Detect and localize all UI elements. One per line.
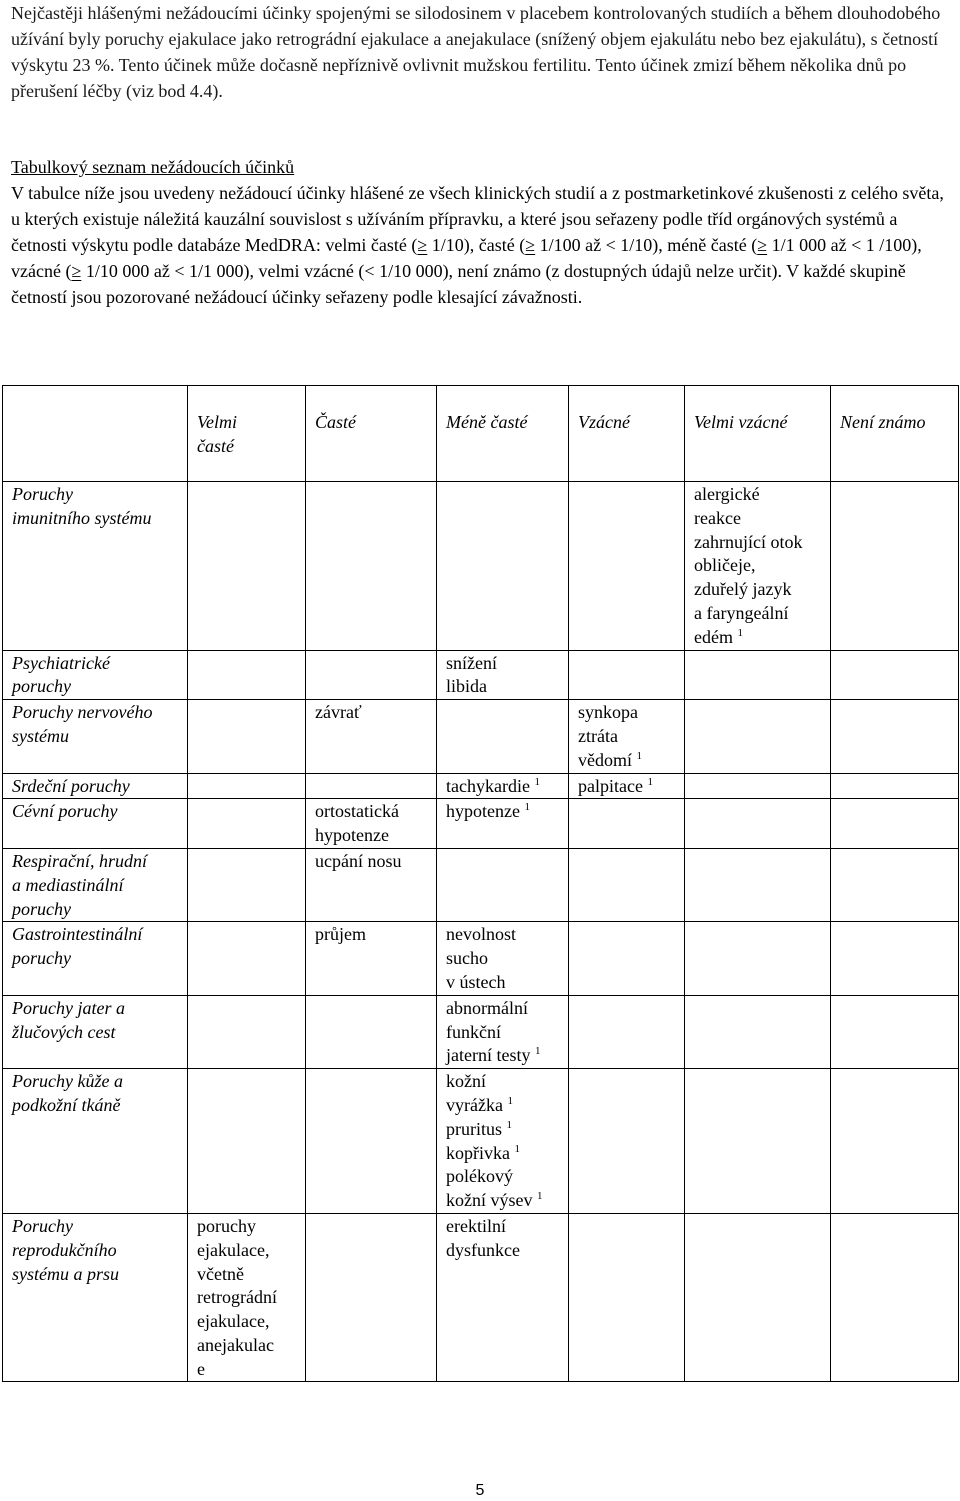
adverse-effect-text [315,824,436,848]
cell-common [306,773,437,799]
table-intro-text: V tabulce níže jsou uvedeny nežádoucí účinky hlášené ze všech klinických studií a z postmarketinkové zkušenosti z celého světa, u kterých existuje náležitá kauzální souvislost s užíváním přípravku, a které jsou seřazeny podle tříd orgánových systémů a četnosti výskytu podle databáze MedDRA: velmi časté ( [11,183,944,255]
cell-common [306,1213,437,1382]
table-body [3,482,959,1382]
cell-text: dysfunkce [446,1239,520,1260]
table-intro-text: 1/100 až < 1/10), méně časté ( [535,235,758,255]
footnote-marker: 1 [636,749,642,762]
cell-soc [3,1213,188,1382]
cell-text: a mediastinální [12,874,124,895]
adverse-effect-text [446,1044,568,1068]
footnote-marker: 1 [524,801,530,814]
cell-text: abnormální [446,997,528,1018]
cell-uncommon [437,799,569,849]
adverse-effect-text [446,1094,568,1118]
adverse-effect-text [446,652,568,676]
footnote-marker: 1 [737,626,743,639]
cell-very-common [188,482,306,651]
cell-text: vyrážka [446,1094,503,1115]
adverse-effect-text [197,1286,305,1310]
cell-text: ztráta [578,725,618,746]
adverse-effect-text [446,1215,568,1239]
table-row [3,700,959,773]
table-row [3,848,959,921]
organ-system-label [12,850,187,874]
adverse-effect-text [315,923,436,947]
organ-system-label [12,1239,187,1263]
cell-text: retrográdní [197,1287,277,1308]
cell-very-rare [685,700,831,773]
cell-rare [569,995,685,1068]
cell-text: erektilní [446,1215,506,1236]
cell-text: reprodukčního [12,1239,117,1260]
cell-soc [3,995,188,1068]
adverse-effect-text [446,1070,568,1094]
cell-uncommon [437,700,569,773]
table-intro-text: 1/1 000 až < 1 /100), vzácné ( [11,235,922,281]
cell-text: systému [12,725,69,746]
cell-very-common [188,995,306,1068]
cell-uncommon [437,1213,569,1382]
cell-text: hypotenze [446,801,520,822]
cell-text: žlučových cest [12,1021,116,1042]
header-very-common [188,386,306,482]
adverse-effects-table [2,385,959,1382]
table-header-row [3,386,959,482]
cell-text: hypotenze [315,825,389,846]
table-row [3,482,959,651]
organ-system-label [12,874,187,898]
cell-text: anejakulac [197,1334,274,1355]
cell-very-common [188,773,306,799]
table-intro-text: 1/10), časté ( [427,235,526,255]
adverse-effect-text [446,923,568,947]
cell-very-rare [685,799,831,849]
organ-system-label [12,997,187,1021]
cell-unknown [831,650,959,700]
cell-text: poruchy [12,676,71,697]
cell-text: jaterní testy [446,1045,531,1066]
cell-soc [3,1069,188,1214]
organ-system-label [12,1215,187,1239]
adverse-effect-text [446,1142,568,1166]
adverse-effect-text [315,800,436,824]
cell-common [306,1069,437,1214]
cell-soc [3,482,188,651]
header-unknown: Není známo [831,386,959,482]
cell-text: alergické [694,484,760,504]
cell-unknown [831,700,959,773]
adverse-effect-text [197,1334,305,1358]
adverse-effect-text [197,1310,305,1334]
cell-uncommon [437,848,569,921]
footnote-marker: 1 [514,1142,520,1155]
cell-text: palpitace [578,775,643,796]
adverse-effect-text [446,675,568,699]
adverse-effect-text [578,725,684,749]
organ-system-label [12,947,187,971]
cell-very-rare [685,482,831,651]
organ-system-label [12,1263,187,1287]
cell-soc [3,773,188,799]
cell-very-common [188,1069,306,1214]
cell-text: vědomí [578,749,632,770]
table-row [3,995,959,1068]
cell-uncommon [437,922,569,995]
cell-very-rare [685,1069,831,1214]
organ-system-label [12,775,187,799]
cell-uncommon [437,482,569,651]
cell-text: kopřivka [446,1142,510,1163]
cell-soc [3,848,188,921]
cell-unknown [831,482,959,651]
cell-text: e [197,1358,205,1379]
cell-text: Gastrointestinální [12,924,143,945]
cell-text: poruchy [12,948,71,969]
cell-unknown [831,799,959,849]
cell-text: zahrnující otok [694,531,803,552]
cell-text: ejakulace, [197,1239,270,1260]
table-row [3,1069,959,1214]
cell-very-common [188,650,306,700]
organ-system-label [12,483,187,507]
adverse-effect-text [446,971,568,995]
adverse-effect-text [197,1239,305,1263]
cell-rare [569,773,685,799]
organ-system-label [12,1070,187,1094]
adverse-effect-text [446,800,568,824]
cell-text: Srdeční poruchy [12,775,130,796]
table-intro-text: 1/10 000 až < 1/1 000), velmi vzácné (< 1/10 000), není známo (z dostupných údajů nelze určit). V každé skupině četností jsou pozorované nežádoucí účinky seřazeny podle klesající závažnosti. [11,261,906,307]
cell-text: snížení [446,652,497,673]
cell-rare [569,848,685,921]
organ-system-label [12,725,187,749]
header-line: Velmi [197,412,237,432]
cell-text: imunitního systému [12,507,152,528]
cell-very-rare [685,995,831,1068]
header-common: Časté [306,386,437,482]
cell-text: poruchy [197,1215,256,1236]
cell-very-common [188,922,306,995]
adverse-effect-text [694,507,830,531]
cell-rare [569,482,685,651]
cell-text: ucpání nosu [315,850,402,871]
adverse-effect-text [694,578,830,602]
organ-system-label [12,898,187,922]
adverse-effect-text [446,775,568,799]
adverse-effect-text [315,850,436,874]
adverse-effect-text [694,602,830,626]
cell-soc [3,650,188,700]
cell-very-common [188,848,306,921]
cell-text: pruritus [446,1118,502,1139]
cell-uncommon [437,773,569,799]
cell-unknown [831,995,959,1068]
gte-symbol: ≥ [525,235,536,255]
cell-text: kožní [446,1071,486,1092]
footnote-marker: 1 [506,1118,512,1131]
section-title: Tabulkový seznam nežádoucích účinků [11,157,295,177]
cell-common [306,848,437,921]
cell-text: poruchy [12,898,71,919]
cell-very-rare [685,1213,831,1382]
cell-very-rare [685,848,831,921]
cell-text: v ústech [446,971,506,992]
cell-very-common [188,799,306,849]
cell-text: funkční [446,1021,501,1042]
adverse-effect-text [446,1189,568,1213]
adverse-effect-text [446,947,568,971]
adverse-effect-text [694,554,830,578]
cell-text: včetně [197,1263,244,1284]
cell-rare [569,650,685,700]
cell-text: průjem [315,924,366,945]
cell-uncommon [437,1069,569,1214]
cell-soc [3,922,188,995]
cell-text: ejakulace, [197,1311,270,1332]
section-heading [11,154,951,180]
cell-text: tachykardie [446,775,530,796]
cell-text: Psychiatrické [12,652,110,673]
table-row [3,922,959,995]
header-soc [3,386,188,482]
cell-text: podkožní tkáně [12,1094,121,1115]
cell-text: polékový [446,1166,513,1187]
cell-text: Poruchy [12,484,73,504]
footnote-marker: 1 [536,1190,543,1203]
cell-text: Respirační, hrudní [12,850,147,871]
header-uncommon: Méně časté [437,386,569,482]
cell-text: edém [694,626,733,647]
organ-system-label [12,701,187,725]
cell-text: libida [446,676,487,697]
header-very-rare: Velmi vzácné [685,386,831,482]
cell-text: sucho [446,948,488,969]
adverse-effect-text [197,1358,305,1382]
cell-rare [569,922,685,995]
gte-symbol: ≥ [417,235,428,255]
cell-rare [569,1069,685,1214]
cell-unknown [831,1213,959,1382]
cell-text: Cévní poruchy [12,801,118,822]
header-line: časté [197,435,234,456]
adverse-effect-text [694,531,830,555]
footnote-marker: 1 [534,775,540,788]
footnote-marker: 1 [647,775,653,788]
cell-very-rare [685,922,831,995]
cell-very-common [188,700,306,773]
adverse-effect-text [578,749,684,773]
cell-rare [569,799,685,849]
cell-rare [569,700,685,773]
adverse-effect-text [446,1118,568,1142]
cell-text: systému a prsu [12,1263,119,1284]
cell-very-common [188,1213,306,1382]
cell-very-rare [685,650,831,700]
adverse-effect-text [197,1215,305,1239]
adverse-effect-text [315,701,436,725]
header-rare: Vzácné [569,386,685,482]
table-row [3,1213,959,1382]
cell-unknown [831,848,959,921]
footnote-marker: 1 [534,1045,541,1058]
footnote-marker: 1 [507,1094,513,1107]
organ-system-label [12,1094,187,1118]
cell-unknown [831,1069,959,1214]
organ-system-label [12,800,187,824]
cell-very-rare [685,773,831,799]
organ-system-label [12,652,187,676]
organ-system-label [12,507,187,531]
organ-system-label [12,1021,187,1045]
organ-system-label [12,675,187,699]
cell-uncommon [437,650,569,700]
cell-common [306,995,437,1068]
table-row [3,799,959,849]
cell-text: kožní výsev [446,1190,533,1211]
cell-uncommon [437,995,569,1068]
cell-text: nevolnost [446,924,516,945]
organ-system-label [12,923,187,947]
cell-text: synkopa [578,702,638,723]
adverse-effect-text [446,1239,568,1263]
adverse-effect-text [694,483,830,507]
table-row [3,773,959,799]
cell-common [306,482,437,651]
cell-text: závrať [315,702,362,723]
cell-text: zduřelý jazyk [694,579,792,600]
cell-text: obličeje, [694,555,756,576]
adverse-effect-text [446,1165,568,1189]
adverse-effect-text [197,1263,305,1287]
cell-rare [569,1213,685,1382]
cell-text: Poruchy jater a [12,997,125,1018]
cell-text: reakce [694,507,741,528]
cell-text: ortostatická [315,801,399,822]
adverse-effect-text [578,701,684,725]
page-number: 5 [475,1482,485,1499]
cell-common [306,650,437,700]
adverse-effect-text [694,626,830,650]
cell-unknown [831,922,959,995]
gte-symbol: ≥ [757,235,768,255]
gte-symbol: ≥ [71,261,82,281]
cell-unknown [831,773,959,799]
cell-common [306,799,437,849]
cell-soc [3,700,188,773]
intro-paragraph: Nejčastěji hlášenými nežádoucími účinky spojenými se silodosinem v placebem kontrolovaných studiích a během dlouhodobého užívání byly poruchy ejakulace jako retrográdní ejakulace a anejakulace (snížený objem ejakulátu nebo bez ejakulátu), s četností výskytu 23 %. Tento účinek může dočasně nepříznivě ovlivnit mužskou fertilitu. Tento účinek zmizí během několika dnů po přerušení léčby (viz bod 4.4). [11,3,941,101]
cell-text: Poruchy [12,1215,73,1236]
adverse-effect-text [446,997,568,1021]
cell-common [306,700,437,773]
table-intro-paragraph [11,180,951,310]
cell-text: Poruchy kůže a [12,1071,123,1092]
adverse-effect-text [578,775,684,799]
cell-common [306,922,437,995]
cell-soc [3,799,188,849]
adverse-effect-text [446,1021,568,1045]
cell-text: Poruchy nervového [12,702,153,723]
cell-text: a faryngeální [694,602,789,623]
table-row [3,650,959,700]
